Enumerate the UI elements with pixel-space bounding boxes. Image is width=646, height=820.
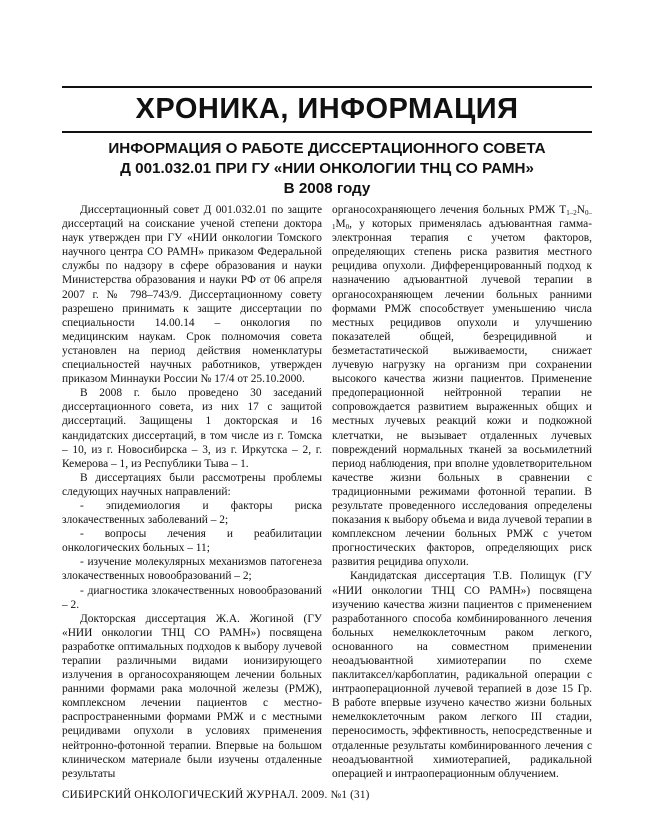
top-rule bbox=[62, 86, 592, 88]
paragraph-directions: В диссертациях были рассмотрены проблемы следующих научных направлений: bbox=[62, 471, 322, 498]
headline-line-2: Д 001.032.01 ПРИ ГУ «НИИ ОНКОЛОГИИ ТНЦ СО РАМН» bbox=[120, 160, 534, 177]
journal-footer: СИБИРСКИЙ ОНКОЛОГИЧЕСКИЙ ЖУРНАЛ. 2009. №1 (31) bbox=[62, 789, 370, 801]
list-item-molecular: - изучение молекулярных механизмов патогенеза злокачественных новообразований – 2; bbox=[62, 556, 322, 583]
headline-line-3: В 2008 году bbox=[283, 180, 371, 197]
bottom-rule bbox=[62, 131, 592, 133]
left-column bbox=[62, 203, 322, 781]
article-headline bbox=[62, 139, 592, 199]
paragraph-doctoral-results: органосохраняющего лечения больных РМЖ $T_{1-2}N_{0-1}M_0$, у которых применялась адъювантная гамма-электронная терапия с учетом факторов, определяющих степень риска развития местного рецидива опухоли. Дифференцированный подход к назначению адъювантной лучевой терапии в органосохраняющем лечении больных ранними формами РМЖ способствует уменьшению числа местных рецидивов опухоли и улучшению показателей общей, безрецидивной и безметастатической выживаемости, снижает лучевую нагрузку на организм при сохранении высокого качества жизни пациентов. Применение предоперационной нейтронной терапии не сопровождается развитием выраженных общих и местных лучевых реакций кожи и подкожной клетчатки, не вызывает отдаленных лучевых повреждений нормальных тканей за восьмилетний период наблюдения, при вполне удовлетворительном качестве жизни больных в сравнении с традиционными режимами фотонной терапии. В результате проведенного исследования определены показания к выбору объема и вида лучевой терапии в комплексном лечении больных РМЖ с учетом прогностических факторов, определяющих риск развития рецидива опухоли. bbox=[332, 204, 592, 569]
list-item-epidemiology: - эпидемиология и факторы риска злокачественных заболеваний – 2; bbox=[62, 499, 322, 527]
list-item-treatment: - вопросы лечения и реабилитации онкологических больных – 11; bbox=[62, 528, 322, 555]
paragraph-doctoral-thesis: Докторская диссертация Ж.А. Жогиной (ГУ «НИИ онкологии ТНЦ СО РАМН») посвящена разработке оптимальных подходов к выбору лучевой терапии различными видами ионизирующего излучения в органосохраняющем лечении больных ранними формами рака молочной железы (РМЖ), комплексном лечении пациентов с местно-распространенными формами РМЖ и с местными рецидивами опухоли в условиях применения нейтронно-фотонной терапии. Впервые на большом клиническом материале были изучены отдаленные результаты bbox=[62, 612, 322, 780]
paragraph-council: Диссертационный совет Д 001.032.01 по защите диссертаций на соискание ученой степени доктора наук утвержден при ГУ «НИИ онкологии Томского научного центра СО РАМН» приказом Федеральной службы по надзору в сфере образования и науки Министерства образования и науки РФ от 06 апреля 2007 г. № 798–743/9. Диссертационному совету разрешено принимать к защите диссертации по специальности 14.00.14 – онкология по медицинским наукам. Срок полномочия совета установлен на период действия номенклатуры специальностей научных работников, утвержден приказом Миннауки России № 17/4 от 25.10.2000. bbox=[62, 204, 322, 386]
section-title: ХРОНИКА, ИНФОРМАЦИЯ bbox=[135, 93, 519, 125]
paragraph-meetings: В 2008 г. было проведено 30 заседаний диссертационного совета, из них 17 с защитой диссертаций. Защищены 1 докторская и 16 кандидатских диссертаций, в том числе из г. Томска – 10, из г. Новосибирска – 3, из г. Иркутска – 2, г. Кемерова – 1, из Республики Тыва – 1. bbox=[62, 387, 322, 470]
list-item-diagnostics: - диагностика злокачественных новообразований – 2. bbox=[62, 584, 322, 611]
article-body bbox=[62, 203, 592, 781]
headline-line-1: ИНФОРМАЦИЯ О РАБОТЕ ДИССЕРТАЦИОННОГО СОВЕТА bbox=[108, 140, 546, 157]
paragraph-candidate-thesis: Кандидатская диссертация Т.В. Полищук (ГУ «НИИ онкологии ТНЦ СО РАМН») посвящена изучению качества жизни пациентов с применением разработанного способа комбинированного лечения больных немелкоклеточным раком легкого, основанного на совместном применении неоадъювантной химиотерапии по схеме паклитаксел/карбоплатин, радикальной операции с интраоперационной лучевой терапией в дозе 15 Гр. В работе впервые изучено качество жизни больных немелкоклеточным раком легкого III стадии, переносимость, эффективность, непосредственные и отдаленные результаты комбинированного лечения с неоадъювантной химиотерапией, радикальной операцией и интраоперационным облучением. bbox=[332, 570, 592, 780]
right-column bbox=[332, 203, 592, 781]
